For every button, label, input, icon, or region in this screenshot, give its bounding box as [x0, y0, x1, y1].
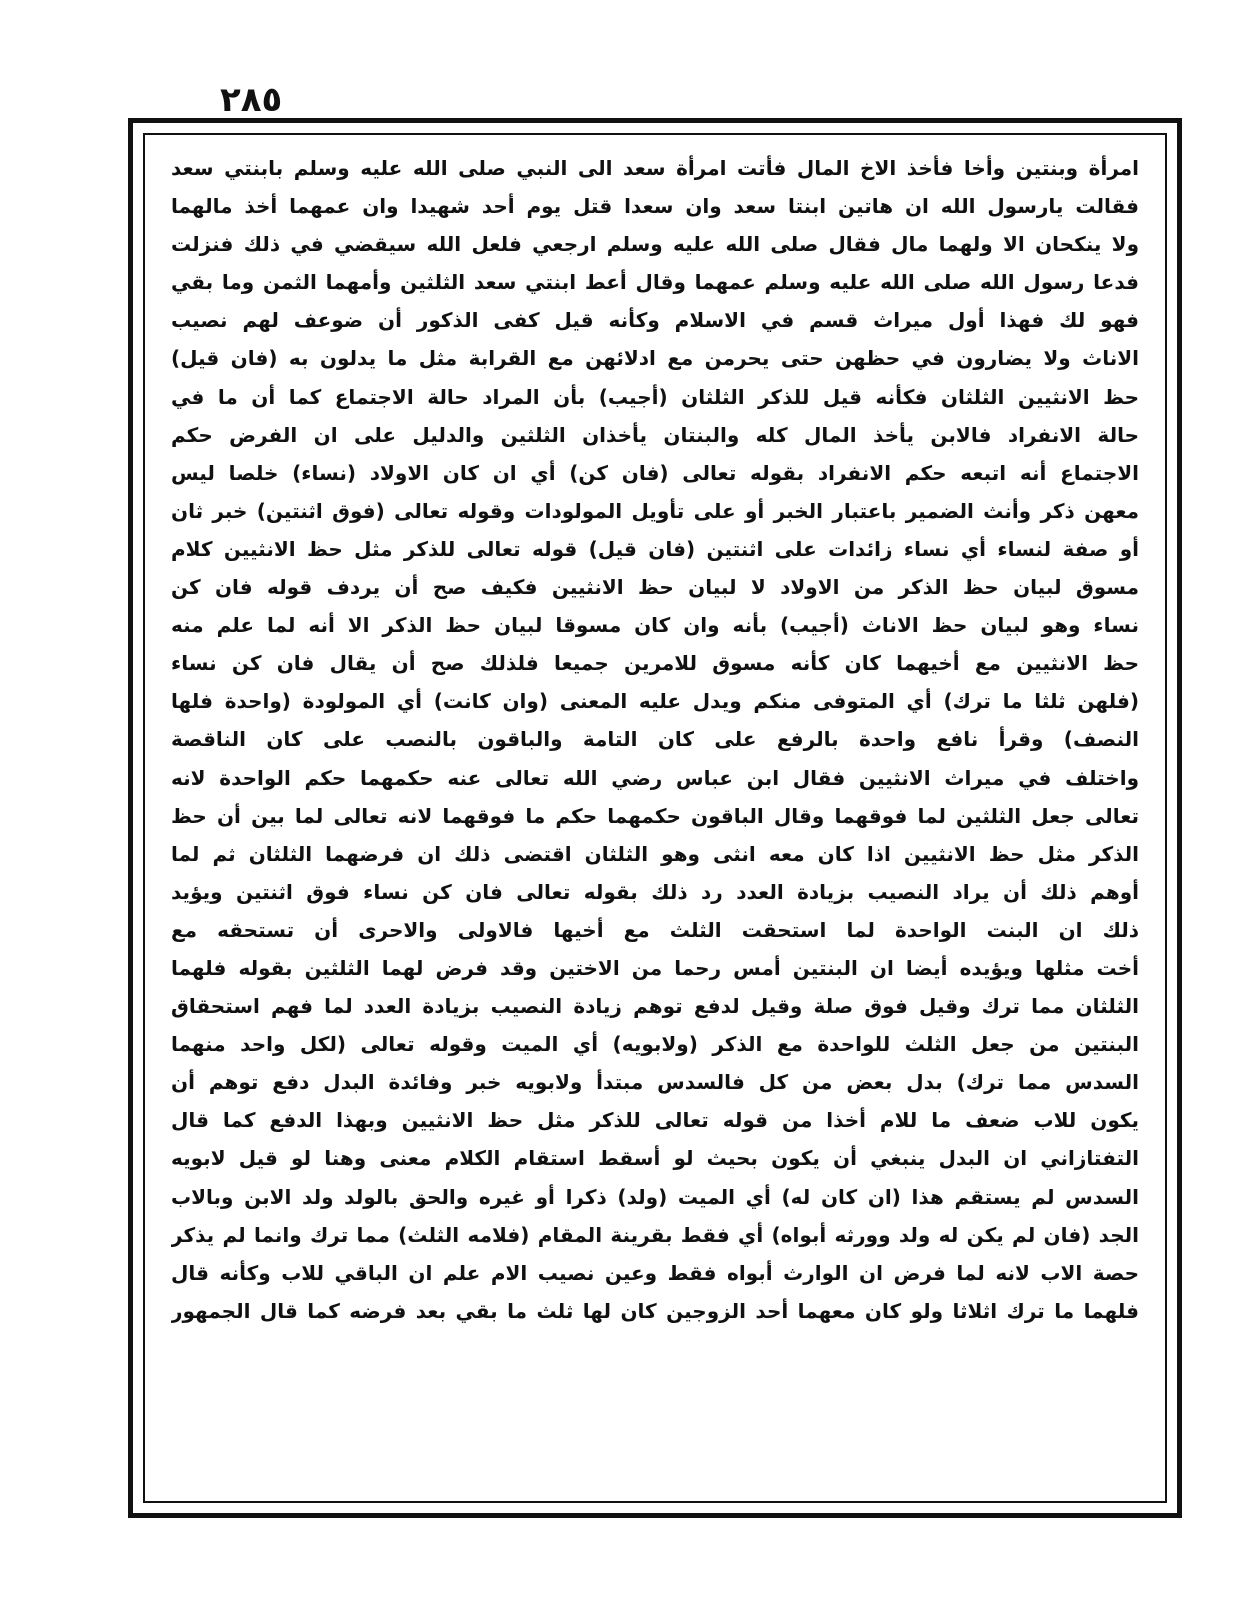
text-line: حالة الانفراد فالابن يأخذ المال كله والبنتان يأخذان الثلثين والدليل على ان الفرض حكم	[171, 422, 1139, 447]
text-line: فلهما ما ترك اثلاثا ولو كان معهما أحد الزوجين كان لها ثلث ما بقي بعد فرضه كما قال الجمهور	[171, 1298, 1139, 1323]
text-line: أو صفة لنساء أي نساء زائدات على اثنتين (فان قيل) قوله تعالى للذكر مثل حظ الانثيين كلام	[171, 536, 1139, 561]
text-line: الثلثان مما ترك وقيل فوق صلة وقيل لدفع توهم زيادة النصيب بزيادة العدد لما فهم استحقاق	[171, 994, 1139, 1019]
text-line: نساء وهو لبيان حظ الاناث (أجيب) بأنه وان كان مسوقا لبيان حظ الذكر الا أنه لما علم منه	[171, 613, 1139, 638]
text-line: الذكر مثل حظ الانثيين اذا كان معه انثى وهو الثلثان اقتضى ذلك ان فرضهما الثلثان ثم لما	[171, 841, 1139, 866]
text-line: معهن ذكر وأنث الضمير باعتبار الخبر أو على تأويل المولودات وقوله تعالى (فوق اثنتين) خبر ثان	[171, 498, 1139, 523]
text-line: الاناث ولا يضارون في حظهن حتى يحرمن مع ادلائهن مع القرابة مثل ما يدلون به (فان قيل)	[171, 346, 1139, 371]
text-line: السدس لم يستقم هذا (ان كان له) أي الميت (ولد) ذكرا أو غيره والحق بالولد ولد الابن وبالاب	[171, 1184, 1139, 1209]
text-line: يكون للاب ضعف ما للام أخذا من قوله تعالى للذكر مثل حظ الانثيين وبهذا الدفع كما قال	[171, 1108, 1139, 1133]
text-line: النصف) وقرأ نافع واحدة بالرفع على كان التامة والباقون بالنصب على كان الناقصة	[171, 727, 1139, 752]
text-line: تعالى جعل الثلثين لما فوقهما وقال الباقون حكمهما حكم ما فوقهما لانه تعالى لما بين أن حظ	[171, 803, 1139, 828]
text-line: حظ الانثيين مع أخيهما كان كأنه مسوق للامرين جميعا فلذلك صح أن يقال فان كن نساء	[171, 651, 1139, 676]
text-body	[171, 149, 1139, 1487]
page-border	[128, 118, 1182, 1518]
text-line: فدعا رسول الله صلى الله عليه وسلم عمهما وقال أعط ابنتي سعد الثلثين وأمهما الثمن وما بقي	[171, 270, 1139, 295]
text-line: ذلك ان البنت الواحدة لما استحقت الثلث مع أخيها فالاولى والاحرى أن تستحقه مع	[171, 917, 1139, 942]
text-line: (فلهن ثلثا ما ترك) أي المتوفى منكم ويدل عليه المعنى (وان كانت) أي المولودة (واحدة فلها	[171, 689, 1139, 714]
text-line: أوهم ذلك أن يراد النصيب بزيادة العدد رد ذلك بقوله تعالى فان كن نساء فوق اثنتين ويؤيد	[171, 879, 1139, 904]
inner-border	[143, 133, 1167, 1503]
text-line: واختلف في ميراث الانثيين فقال ابن عباس رضي الله تعالى عنه حكمهما حكم الواحدة لانه	[171, 765, 1139, 790]
text-line: ولا ينكحان الا ولهما مال فقال صلى الله عليه وسلم ارجعي فلعل الله سيقضي في ذلك فنزلت	[171, 232, 1139, 257]
text-line: أخت مثلها ويؤيده أيضا ان البنتين أمس رحما من الاختين وقد فرض لهما الثلثين بقوله فلهما	[171, 955, 1139, 980]
text-line: الاجتماع أنه اتبعه حكم الانفراد بقوله تعالى (فان كن) أي ان كان الاولاد (نساء) خلصا ليس	[171, 460, 1139, 485]
text-line: امرأة وبنتين وأخا فأخذ الاخ المال فأتت امرأة سعد الى النبي صلى الله عليه وسلم بابنتي سعد	[171, 156, 1139, 180]
text-line: فقالت يارسول الله ان هاتين ابنتا سعد وان سعدا قتل يوم أحد شهيدا وان عمهما أخذ مالهما	[171, 194, 1139, 219]
text-line: مسوق لبيان حظ الذكر من الاولاد لا لبيان حظ الانثيين فكيف صح أن يردف قوله فان كن	[171, 575, 1139, 600]
text-line: فهو لك فهذا أول ميراث قسم في الاسلام وكأنه قيل كفى الذكور أن ضوعف لهم نصيب	[171, 308, 1139, 333]
page-number: ٢٨٥	[220, 80, 283, 120]
text-line: الجد (فان لم يكن له ولد وورثه أبواه) أي فقط بقرينة المقام (فلامه الثلث) مما ترك وانما لم يذكر	[171, 1222, 1139, 1247]
text-line: حظ الانثيين الثلثان فكأنه قيل للذكر الثلثان (أجيب) بأن المراد حالة الاجتماع كما أن ما في	[171, 384, 1139, 409]
text-line: التفتازاني ان البدل ينبغي أن يكون بحيث لو أسقط استقام الكلام معنى وهنا لو قيل لابويه	[171, 1146, 1139, 1171]
text-line: البنتين من جعل الثلث للواحدة مع الذكر (ولابويه) أي الميت وقوله تعالى (لكل واحد منهما	[171, 1032, 1139, 1057]
text-line: حصة الاب لانه لما فرض ان الوارث أبواه فقط وعين نصيب الام علم ان الباقي للاب وكأنه قال	[171, 1260, 1139, 1285]
text-line: السدس مما ترك) بدل بعض من كل فالسدس مبتدأ ولابويه خبر وفائدة البدل دفع توهم أن	[171, 1070, 1139, 1095]
